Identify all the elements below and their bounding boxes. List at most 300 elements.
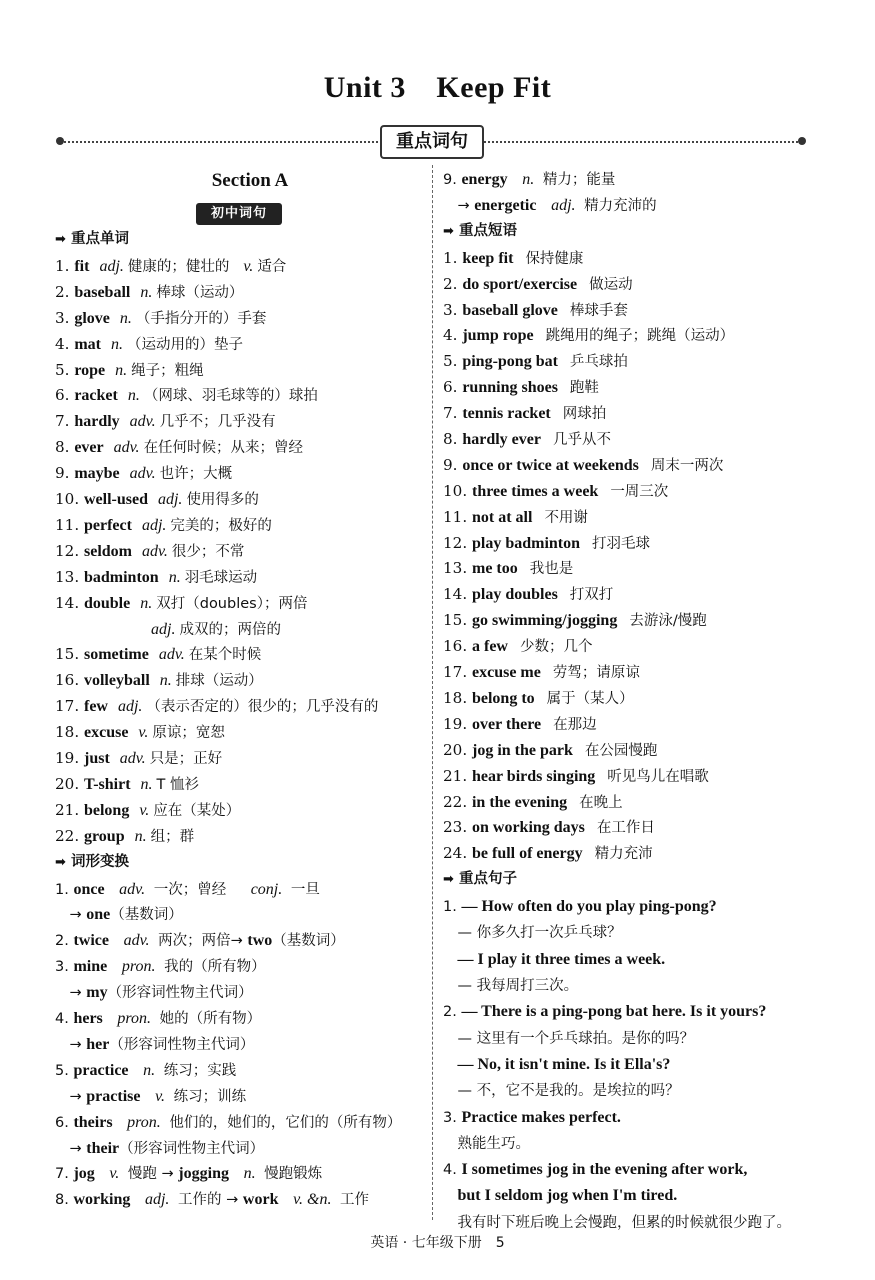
page-footer: 英语 · 七年级下册 5 (370, 1235, 505, 1251)
text-en: one (86, 906, 111, 923)
meaning: 原谅；宽恕 (152, 725, 225, 741)
form-entry (55, 956, 266, 977)
phrase: jump rope (462, 327, 534, 344)
meaning: 跑鞋 (569, 380, 599, 396)
form-entry (443, 169, 615, 190)
part-of-speech: n. (168, 569, 181, 586)
entry-number: 1. (55, 257, 75, 275)
form-entry (443, 195, 657, 216)
phrase: belong to (471, 690, 535, 707)
phrase: over there (471, 716, 542, 733)
phrase: play doubles (471, 586, 558, 603)
text-zh (109, 933, 114, 949)
word-entry (55, 256, 286, 277)
text-zh: （基数词） (110, 907, 183, 923)
phrase-entry (443, 300, 628, 321)
text-zh: 我的（所有物） (159, 959, 266, 975)
text-en: I sometimes jog in the evening after work, (461, 1161, 748, 1178)
phrase: tennis racket (462, 405, 551, 422)
word: sometime (83, 646, 149, 663)
text-zh (103, 1011, 108, 1027)
text-zh: 1. (443, 899, 462, 915)
form-entry (55, 1112, 401, 1133)
sentence-entry (443, 1133, 530, 1154)
phrase: jog in the park (471, 742, 573, 759)
text-zh: 2. (443, 1004, 462, 1020)
meaning: （网球、羽毛球等的）球拍 (143, 388, 318, 404)
text-zh: 6. (55, 1115, 74, 1131)
text-en: but I seldom jog when I'm tired. (457, 1187, 678, 1204)
text-en: hers (73, 1010, 103, 1027)
phrase-entry (443, 636, 592, 657)
phrase: be full of energy (471, 845, 583, 862)
part-of-speech: adj. (99, 258, 124, 275)
sentence-entry (443, 1001, 766, 1022)
text-zh (130, 1192, 135, 1208)
phrase: play badminton (471, 535, 581, 552)
phrase-entry (443, 610, 707, 631)
arrow-icon: ➡ (443, 872, 454, 887)
meaning: 排球（运动） (175, 673, 263, 689)
word: perfect (83, 517, 132, 534)
entry-number: 2. (443, 275, 463, 293)
text-zh: 两次；两倍→ (153, 933, 248, 949)
phrase-entry (443, 351, 628, 372)
entry-number: 6. (55, 386, 75, 404)
text-zh (113, 1115, 118, 1131)
text-zh: （形容词性物主代词） (119, 1141, 265, 1157)
word: well-used (83, 491, 148, 508)
text-en: two (247, 932, 273, 949)
entry-number: 10. (443, 482, 472, 500)
entry-number: 17. (443, 663, 472, 681)
entry-number: 1. (443, 249, 463, 267)
text-en: mine (73, 958, 108, 975)
text-en: once (73, 881, 105, 898)
word: fit (74, 258, 90, 275)
meaning: 在工作日 (596, 820, 655, 836)
text-zh: 4. (443, 1162, 462, 1178)
form-entry (55, 1086, 246, 1107)
sentence-entry (443, 1080, 680, 1101)
text-en: energy (461, 171, 508, 188)
phrase: a few (471, 638, 508, 655)
arrow-icon: ➡ (443, 224, 454, 239)
text-en: work (242, 1191, 279, 1208)
text-zh (140, 1089, 145, 1105)
meaning: 应在（某处） (153, 803, 241, 819)
text-zh: 4. (55, 1011, 74, 1027)
text-zh: 他们的，她们的，它们的（所有物） (164, 1115, 402, 1131)
header-word-forms (55, 852, 129, 873)
meaning: 使用得多的 (186, 492, 259, 508)
word-entry (55, 774, 199, 795)
entry-number: 14. (443, 585, 472, 603)
text-en: — How often do you play ping-pong? (461, 898, 717, 915)
text-zh: → (443, 198, 475, 214)
word-entry (55, 282, 243, 303)
part-of-speech: v. &n. (293, 1191, 332, 1208)
meaning: （运动用的）垫子 (126, 337, 243, 353)
phrase: baseball glove (462, 302, 558, 319)
meaning: 在公园慢跑 (584, 743, 658, 759)
entry-number: 18. (443, 689, 472, 707)
form-entry (55, 1060, 236, 1081)
meaning: 少数；几个 (519, 639, 593, 655)
part-of-speech: adj. (117, 698, 143, 715)
part-of-speech: adv. (129, 413, 156, 430)
phrase: ping-pong bat (462, 353, 558, 370)
entry-number: 12. (443, 534, 472, 552)
text-en: energetic (474, 197, 537, 214)
word-entry (55, 489, 259, 510)
text-zh (536, 198, 541, 214)
phrase-entry (443, 429, 611, 450)
entry-number: 10. (55, 490, 84, 508)
phrase-entry (443, 533, 650, 554)
phrase-entry (443, 688, 634, 709)
sub-header-label: 重点单词 (71, 231, 129, 247)
text-zh (95, 1166, 100, 1182)
phrase: do sport/exercise (462, 276, 578, 293)
entry-number: 22. (443, 793, 472, 811)
part-of-speech: n. (115, 362, 128, 379)
part-of-speech: n. (143, 1062, 156, 1079)
part-of-speech: n. (140, 284, 153, 301)
meaning: 不用谢 (544, 510, 588, 526)
column-divider (432, 165, 433, 1220)
part-of-speech: adj. (151, 621, 176, 638)
word-entry (55, 411, 276, 432)
entry-number: 19. (443, 715, 472, 733)
arrow-icon: ➡ (55, 232, 66, 247)
part-of-speech: n. (159, 672, 172, 689)
phrase-entry (443, 274, 633, 295)
sentence-entry (443, 949, 665, 970)
entry-number: 23. (443, 818, 472, 836)
entry-number: 13. (443, 559, 472, 577)
form-entry (55, 930, 345, 951)
part-of-speech: v. (243, 258, 254, 275)
entry-number: 20. (55, 775, 84, 793)
meaning: 周末一两次 (650, 458, 724, 474)
meaning: 只是；正好 (149, 751, 223, 767)
text-zh: 工作 (335, 1192, 370, 1208)
word: ever (74, 439, 104, 456)
phrase: once or twice at weekends (462, 457, 639, 474)
entry-number: 17. (55, 697, 84, 715)
text-zh: — 不，它不是我的。是埃拉的吗？ (443, 1083, 680, 1099)
word: group (83, 828, 125, 845)
meaning: 也许；大概 (159, 466, 233, 482)
sentence-entry (443, 1159, 747, 1180)
phrase-entry (443, 325, 734, 346)
meaning: 一周三次 (610, 484, 669, 500)
text-zh (508, 172, 513, 188)
word-entry (55, 385, 318, 406)
entry-number: 5. (443, 352, 463, 370)
word: excuse (83, 724, 129, 741)
phrase: not at all (471, 509, 533, 526)
entry-number: 9. (443, 456, 463, 474)
sub-header-label: 重点短语 (459, 223, 517, 239)
sub-header-label: 词形变换 (71, 854, 129, 870)
meaning: 在那边 (553, 717, 597, 733)
word: mat (74, 336, 101, 353)
part-of-speech: adv. (119, 881, 146, 898)
part-of-speech: adv. (129, 465, 156, 482)
part-of-speech: adj. (551, 197, 576, 214)
phrase: excuse me (471, 664, 541, 681)
text-en: — There is a ping-pong bat here. Is it yours? (461, 1003, 767, 1020)
phrase: go swimming/jogging (471, 612, 618, 629)
text-en: her (86, 1036, 110, 1053)
meaning: 成双的；两倍的 (179, 622, 281, 638)
form-entry (55, 1034, 254, 1055)
word: belong (83, 802, 130, 819)
part-of-speech: adj. (141, 517, 167, 534)
header-key-words (55, 229, 129, 250)
word-entry (55, 800, 240, 821)
meaning: 在某个时候 (188, 647, 262, 663)
text-zh: （基数词） (272, 933, 345, 949)
entry-number: 15. (443, 611, 472, 629)
phrase-entry (443, 584, 613, 605)
banner-label: 重点词句 (380, 125, 484, 159)
sentence-entry (443, 1028, 694, 1049)
meaning: 听见鸟儿在唱歌 (607, 769, 709, 785)
meaning: 属于（某人） (546, 691, 634, 707)
text-zh (443, 1057, 458, 1073)
text-zh (229, 1166, 234, 1182)
entry-number: 16. (55, 671, 84, 689)
sentence-entry (443, 1107, 621, 1128)
meaning: 精力充沛 (594, 846, 653, 862)
text-en: — I play it three times a week. (457, 951, 666, 968)
banner-dot-right (798, 137, 806, 145)
phrase: me too (471, 560, 518, 577)
meaning: 乒乓球拍 (569, 354, 628, 370)
entry-number: 18. (55, 723, 84, 741)
word: glove (74, 310, 110, 327)
word-entry (55, 826, 194, 847)
phrase-entry (443, 792, 623, 813)
text-zh: 7. (55, 1166, 74, 1182)
entry-number: 20. (443, 741, 472, 759)
meaning: （表示否定的）很少的；几乎没有的 (146, 699, 379, 715)
meaning: 在任何时候；从来；曾经 (143, 440, 304, 456)
text-zh: — 我每周打三次。 (443, 978, 579, 994)
part-of-speech: adj. (157, 491, 183, 508)
phrase-entry (443, 248, 583, 269)
text-zh (107, 959, 112, 975)
entry-number: 8. (55, 438, 75, 456)
phrase-entry (443, 662, 640, 683)
phrase: on working days (471, 819, 585, 836)
phrase: hear birds singing (471, 768, 596, 785)
word-entry (55, 748, 222, 769)
text-zh: 工作的 → (173, 1192, 243, 1208)
banner-dot-left (56, 137, 64, 145)
text-en: twice (73, 932, 109, 949)
text-zh: → (55, 907, 87, 923)
word: volleyball (83, 672, 150, 689)
word: T-shirt (83, 776, 131, 793)
word-entry (55, 670, 263, 691)
page-title: Unit 3 Keep Fit (323, 71, 552, 104)
meaning: 打双打 (569, 587, 614, 603)
entry-number: 5. (55, 361, 75, 379)
word-entry (55, 308, 266, 329)
text-zh: 慢跑锻炼 (259, 1166, 323, 1182)
sentence-entry (443, 1212, 791, 1233)
text-zh: 精力；能量 (538, 172, 616, 188)
text-zh (443, 1188, 458, 1204)
meaning: 做运动 (589, 277, 633, 293)
entry-number: 12. (55, 542, 84, 560)
phrase-entry (443, 507, 588, 528)
entry-number: 7. (443, 404, 463, 422)
phrase: keep fit (462, 250, 514, 267)
part-of-speech: pron. (127, 1114, 161, 1131)
sub-header-label: 重点句子 (459, 871, 517, 887)
text-zh: 3. (55, 959, 74, 975)
part-of-speech: v. (109, 1165, 120, 1182)
phrase: in the evening (471, 794, 568, 811)
text-zh: 9. (443, 172, 462, 188)
word: baseball (74, 284, 131, 301)
header-key-sentences (443, 869, 517, 890)
text-zh: 熟能生巧。 (443, 1136, 530, 1152)
form-entry (55, 904, 183, 925)
meaning: 去游泳/慢跑 (629, 613, 707, 629)
text-en: jogging (178, 1165, 229, 1182)
meaning: T 恤衫 (156, 777, 199, 793)
part-of-speech: n. (140, 595, 153, 612)
meaning: （手指分开的）手套 (135, 311, 267, 327)
text-en: practise (86, 1088, 141, 1105)
meaning: 在晚上 (579, 795, 623, 811)
phrase: three times a week (471, 483, 599, 500)
entry-number: 21. (55, 801, 84, 819)
meaning: 网球拍 (562, 406, 607, 422)
form-entry (55, 982, 253, 1003)
word: few (83, 698, 108, 715)
meaning: 羽毛球运动 (184, 570, 258, 586)
meaning: 我也是 (529, 561, 574, 577)
part-of-speech: n. (119, 310, 132, 327)
meaning: 绳子；粗绳 (131, 363, 204, 379)
form-entry (55, 1138, 264, 1159)
part-of-speech: adv. (113, 439, 140, 456)
text-zh: 5. (55, 1063, 74, 1079)
part-of-speech: v. (138, 724, 149, 741)
word-entry (55, 360, 204, 381)
meaning: 很少；不常 (171, 544, 245, 560)
text-zh: — 你多久打一次乒乓球？ (443, 925, 622, 941)
phrase-entry (443, 843, 653, 864)
entry-number: 13. (55, 568, 84, 586)
part-of-speech: conj. (250, 881, 283, 898)
arrow-icon: ➡ (55, 855, 66, 870)
form-entry (55, 879, 320, 900)
entry-number: 19. (55, 749, 84, 767)
section-tag: 初中词句 (196, 203, 282, 225)
sentence-entry (443, 922, 622, 943)
meaning: 健康的；健壮的 (127, 259, 230, 275)
text-zh: （形容词性物主代词） (109, 1037, 255, 1053)
word-entry (55, 541, 244, 562)
meaning: 跳绳用的绳子；跳绳（运动） (545, 328, 735, 344)
phrase: running shoes (462, 379, 558, 396)
part-of-speech: n. (522, 171, 535, 188)
entry-number: 6. (443, 378, 463, 396)
text-zh: 我有时下班后晚上会慢跑，但累的时候就很少跑了。 (443, 1215, 791, 1231)
phrase-entry (443, 817, 655, 838)
entry-number: 11. (55, 516, 84, 534)
meaning: 双打（doubles）；两倍 (156, 596, 308, 612)
word-entry (55, 463, 232, 484)
word-entry (151, 619, 281, 640)
meaning: 打羽毛球 (592, 536, 651, 552)
text-zh: 精力充沛的 (579, 198, 657, 214)
phrase-entry (443, 403, 606, 424)
word-entry (55, 593, 307, 614)
word: double (83, 595, 131, 612)
text-zh (278, 1192, 283, 1208)
word-entry (55, 515, 272, 536)
phrase-entry (443, 481, 668, 502)
word: seldom (83, 543, 132, 560)
sentence-entry (443, 1185, 677, 1206)
word: rope (74, 362, 106, 379)
entry-number: 16. (443, 637, 472, 655)
text-zh: — 这里有一个乒乓球拍。是你的吗？ (443, 1031, 695, 1047)
meaning: 劳驾；请原谅 (552, 665, 640, 681)
phrase-entry (443, 766, 709, 787)
part-of-speech: n. (243, 1165, 256, 1182)
phrase-entry (443, 740, 657, 761)
word-entry (55, 437, 303, 458)
meaning: 组；群 (150, 829, 195, 845)
section-title: Section A (211, 170, 289, 191)
text-zh: → (55, 1037, 87, 1053)
sentence-entry (443, 975, 578, 996)
phrase-entry (443, 714, 597, 735)
meaning: 棒球（运动） (156, 285, 244, 301)
phrase-entry (443, 455, 723, 476)
entry-number: 15. (55, 645, 84, 663)
entry-number: 9. (55, 464, 75, 482)
text-en: my (86, 984, 108, 1001)
part-of-speech: v. (155, 1088, 165, 1105)
entry-number: 21. (443, 767, 472, 785)
text-zh: 8. (55, 1192, 74, 1208)
part-of-speech: adj. (144, 1191, 170, 1208)
text-zh (105, 882, 110, 898)
phrase-entry (443, 377, 599, 398)
meaning: 完美的；极好的 (170, 518, 272, 534)
word: racket (74, 387, 118, 404)
entry-number: 7. (55, 412, 75, 430)
meaning: 适合 (257, 259, 287, 275)
word-entry (55, 644, 261, 665)
text-zh: 2. (55, 933, 74, 949)
entry-number: 24. (443, 844, 472, 862)
word-entry (55, 696, 378, 717)
word-entry (55, 334, 243, 355)
text-en: Practice makes perfect. (461, 1109, 621, 1126)
